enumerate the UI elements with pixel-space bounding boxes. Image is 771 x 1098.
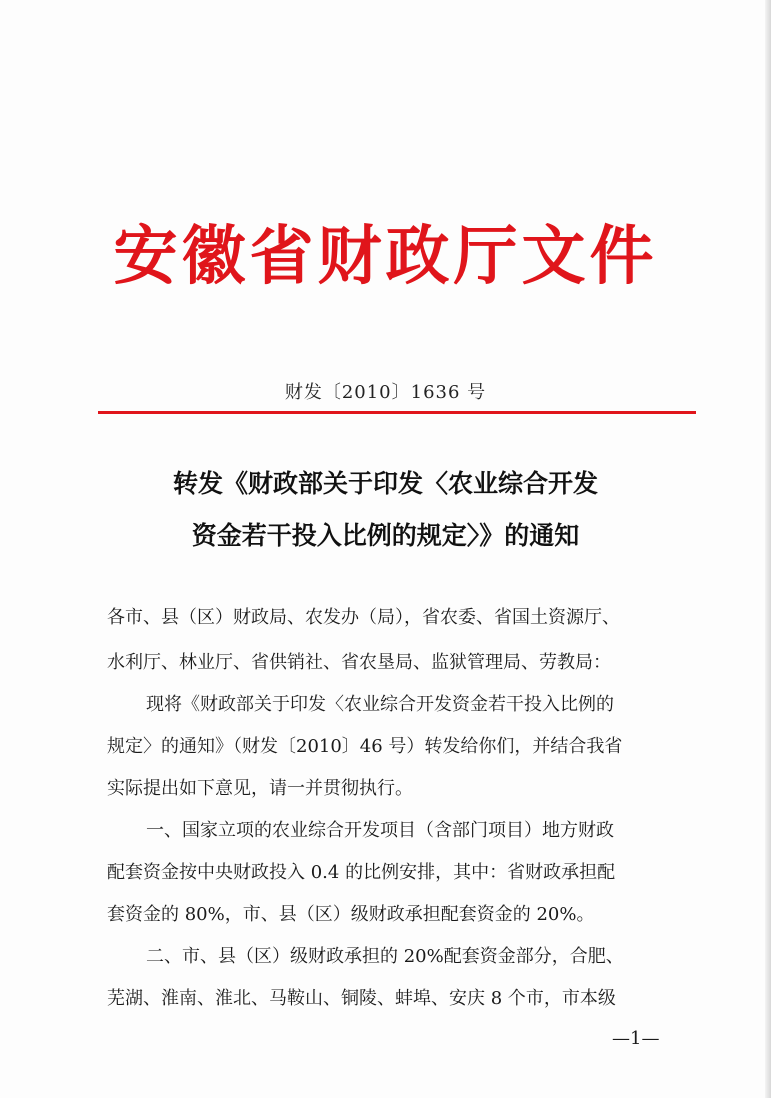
body-line-addressees-2: 水利厅、林业厅、省供销社、省农垦局、监狱管理局、劳教局：	[107, 652, 611, 673]
notice-title-line-2: 资金若干投入比例的规定〉》的通知	[191, 521, 580, 550]
notice-title-line-1: 转发《财政部关于印发〈农业综合开发	[172, 469, 598, 498]
page-number: —1—	[612, 1028, 660, 1049]
document-number: 财发〔2010〕1636 号	[284, 382, 487, 403]
body-line-item1-2: 配套资金按中央财政投入 0.4 的比例安排，其中：省财政承担配	[107, 862, 616, 883]
body-line-intro-1: 现将《财政部关于印发〈农业综合开发资金若干投入比例的	[146, 694, 614, 715]
body-line-addressees-1: 各市、县（区）财政局、农发办（局），省农委、省国土资源厅、	[107, 607, 620, 628]
body-line-item2-1: 二、市、县（区）级财政承担的 20%配套资金部分，合肥、	[146, 946, 624, 967]
body-line-item2-2: 芜湖、淮南、淮北、马鞍山、铜陵、蚌埠、安庆 8 个市，市本级	[107, 988, 616, 1009]
body-line-intro-2: 规定〉的通知》（财发〔2010〕46 号）转发给你们，并结合我省	[107, 736, 623, 757]
body-line-item1-3: 套资金的 80%，市、县（区）级财政承担配套资金的 20%。	[107, 904, 595, 925]
red-divider-line	[98, 411, 696, 414]
body-line-item1-1: 一、国家立项的农业综合开发项目（含部门项目）地方财政	[146, 820, 614, 841]
body-line-intro-3: 实际提出如下意见，请一并贯彻执行。	[107, 778, 413, 799]
document-masthead: 安徽省财政厅文件	[113, 220, 658, 294]
scan-edge-shadow	[765, 0, 771, 1098]
